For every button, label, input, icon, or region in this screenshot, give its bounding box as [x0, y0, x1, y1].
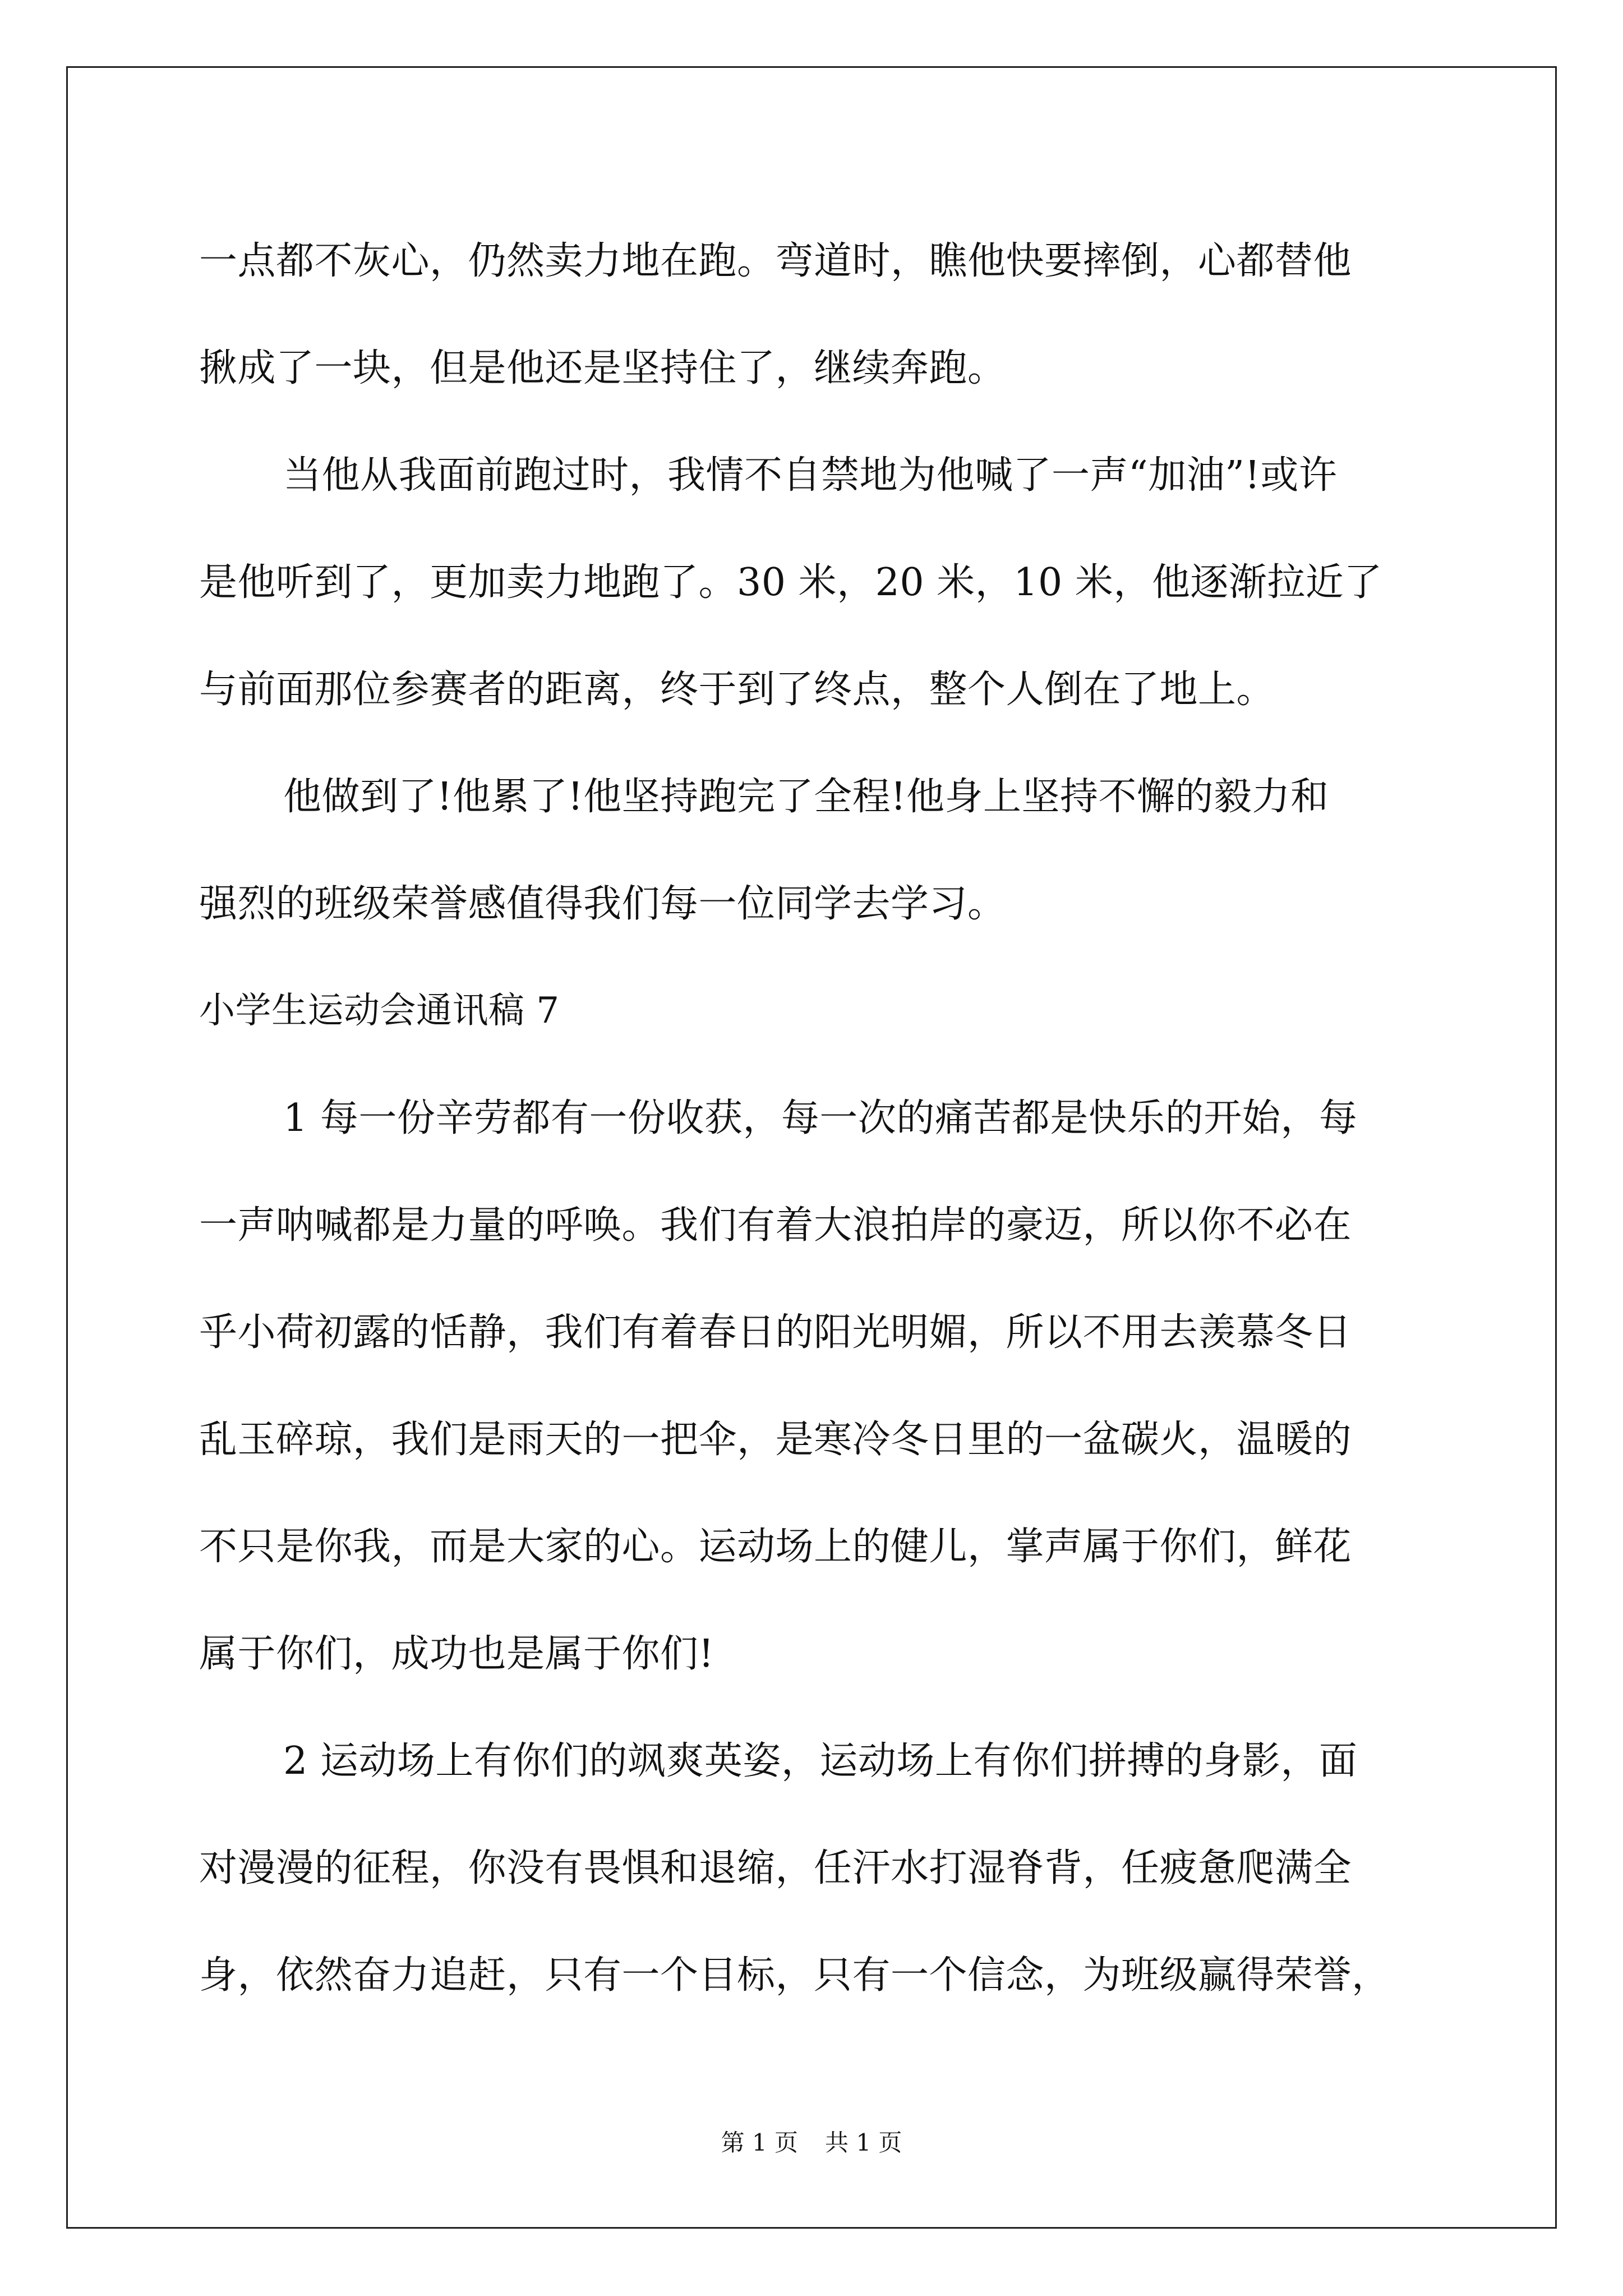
paragraph-start-line: 当他从我面前跑过时，我情不自禁地为他喊了一声“加油”!或许 [283, 453, 1338, 498]
text-line: 对漫漫的征程，你没有畏惧和退缩，任汗水打湿脊背，任疲惫爬满全 [199, 1846, 1352, 1890]
page-footer [0, 2126, 1623, 2160]
text-line: 强烈的班级荣誉感值得我们每一位同学去学习。 [199, 882, 1006, 926]
section-heading: 小学生运动会通讯稿 7 [199, 990, 560, 1032]
text-line: 是他听到了，更加卖力地跑了。30 米，20 米，10 米，他逐渐拉近了 [199, 560, 1382, 605]
paragraph-start-line: 1 每一份辛劳都有一份收获，每一次的痛苦都是快乐的开始，每 [283, 1096, 1358, 1140]
text-line: 乎小荷初露的恬静，我们有着春日的阳光明媚，所以不用去羡慕冬日 [199, 1310, 1352, 1355]
text-line: 揪成了一块，但是他还是坚持住了，继续奔跑。 [199, 346, 1006, 390]
paragraph-start-line: 2 运动场上有你们的飒爽英姿，运动场上有你们拼搏的身影，面 [283, 1739, 1358, 1783]
page-count: 共 1 页 [825, 2129, 902, 2156]
text-line: 一点都不灰心，仍然卖力地在跑。弯道时，瞧他快要摔倒，心都替他 [199, 239, 1352, 283]
page-number: 第 1 页 [721, 2129, 798, 2156]
document-body [199, 208, 1430, 2029]
text-line: 不只是你我，而是大家的心。运动场上的健儿，掌声属于你们，鲜花 [199, 1525, 1352, 1569]
text-line: 与前面那位参赛者的距离，终于到了终点，整个人倒在了地上。 [199, 668, 1275, 712]
text-line: 身，依然奋力追赶，只有一个目标，只有一个信念，为班级赢得荣誉， [199, 1953, 1390, 1998]
text-line: 属于你们，成功也是属于你们! [199, 1632, 714, 1676]
paragraph-start-line: 他做到了!他累了!他坚持跑完了全程!他身上坚持不懈的毅力和 [283, 775, 1329, 819]
text-line: 一声呐喊都是力量的呼唤。我们有着大浪拍岸的豪迈，所以你不必在 [199, 1203, 1352, 1248]
text-line: 乱玉碎琼，我们是雨天的一把伞，是寒冷冬日里的一盆碳火，温暖的 [199, 1418, 1352, 1462]
